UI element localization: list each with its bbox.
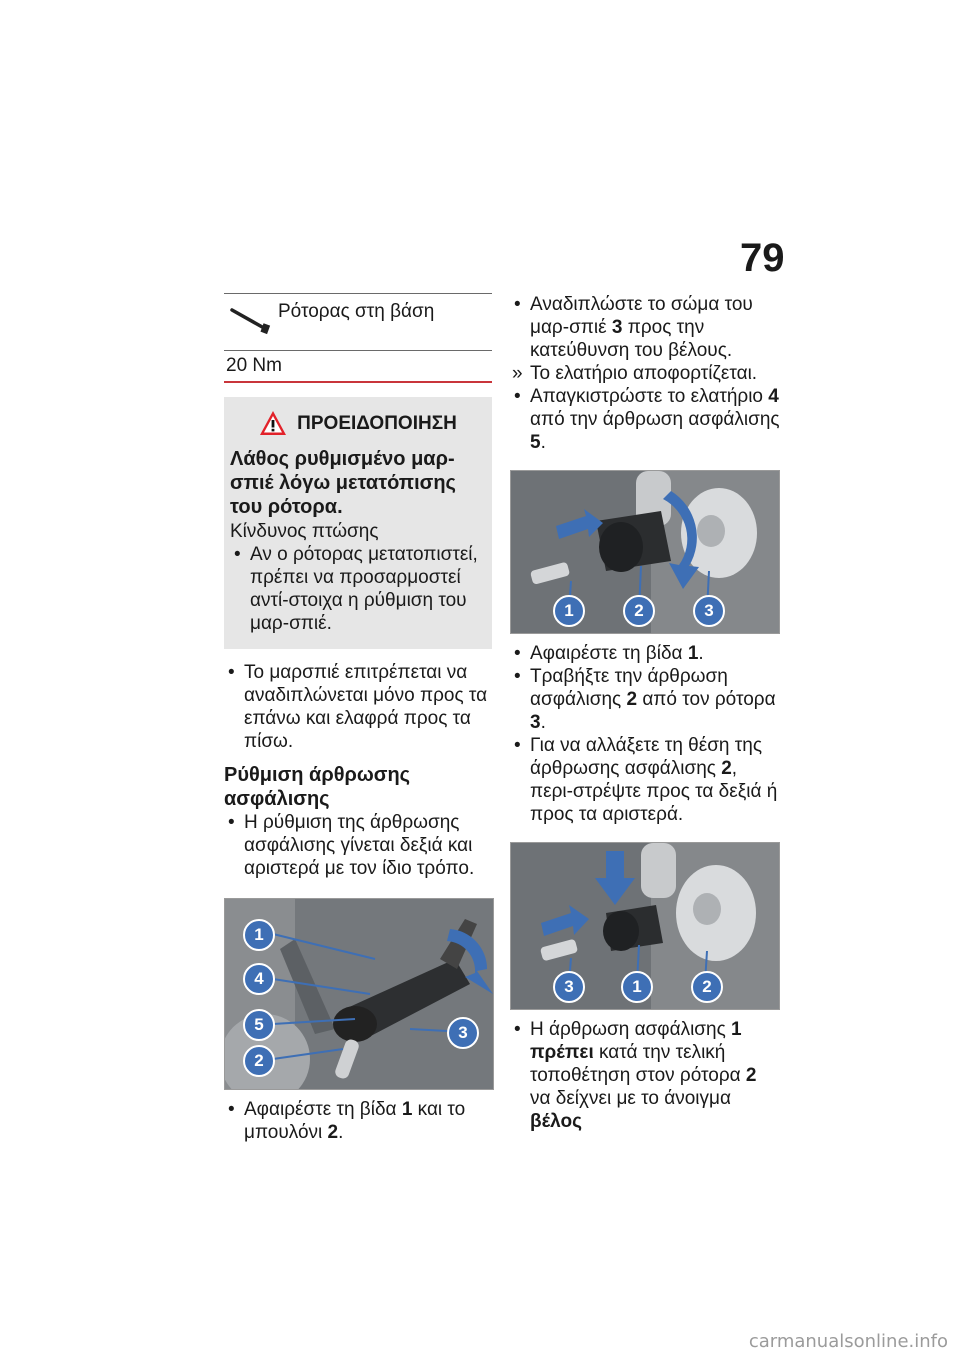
callout-2: 2: [623, 595, 655, 627]
footer-watermark: carmanualsonline.info: [748, 1331, 948, 1352]
text: Για να αλλάξετε τη θέση της άρθρωσης ασφάλισης: [530, 735, 762, 779]
ref-number: 3: [530, 712, 541, 733]
callout-1: 1: [243, 919, 275, 951]
callout-2: 2: [243, 1045, 275, 1077]
text: .: [698, 643, 704, 664]
warning-list: [230, 543, 486, 635]
list-item: [510, 734, 782, 826]
text: Τραβήξτε την άρθρωση ασφάλισης: [530, 666, 728, 710]
page-number: 79: [740, 236, 785, 280]
ref-number: 4: [768, 386, 779, 407]
text: κατά την τελική τοποθέτηση στον ρότορα: [530, 1042, 746, 1086]
torque-spec-header: [224, 294, 492, 351]
instruction-list-2: [224, 811, 494, 880]
text: να δείχνει με το άνοιγμα: [530, 1088, 731, 1109]
list-item: [510, 665, 782, 734]
ref-number: 1: [401, 1099, 413, 1120]
emphasis: πρέπει: [530, 1042, 594, 1063]
warning-bullet: • Αν ο ρότορας μετατοπιστεί, πρέπει να προσαρμοστεί αντί-στοιχα η ρύθμιση του μαρ-σπιέ.: [230, 543, 486, 635]
text: Η άρθρωση ασφάλισης: [530, 1019, 732, 1040]
callout-3: 3: [553, 971, 585, 1003]
left-column: [224, 293, 494, 1144]
callout-1: 1: [621, 971, 653, 1003]
instruction-list-3: [224, 1098, 494, 1144]
torque-label: Ρότορας στη βάση: [278, 301, 435, 322]
warning-heading: Λάθος ρυθμισμένο μαρ-σπιέ λόγω μετατόπισης του ρότορα.: [230, 448, 456, 518]
list-item: • Το μαρσπιέ επιτρέπεται να αναδιπλώνεται μόνο προς τα επάνω και ελαφρά προς τα πίσω.: [224, 661, 494, 753]
ref-number: 5: [530, 432, 541, 453]
callout-4: 4: [243, 963, 275, 995]
text: προς την κατεύθυνση του βέλους.: [530, 317, 733, 361]
ref-number: 2: [626, 689, 638, 710]
callout-1: 1: [553, 595, 585, 627]
instruction-list-1: [224, 661, 494, 753]
figure-locking-joint-removal: [510, 470, 780, 634]
emphasis: βέλος: [530, 1111, 582, 1132]
list-item: [510, 642, 782, 665]
ref-number: 2: [745, 1065, 757, 1086]
warning-triangle-icon: [259, 410, 287, 436]
list-item: [224, 1098, 494, 1144]
list-item: [510, 1018, 782, 1133]
text: .: [540, 432, 546, 453]
text: από τον ρότορα: [637, 689, 776, 710]
list-item: • Η ρύθμιση της άρθρωσης ασφάλισης γίνεται δεξιά και αριστερά με τον ίδιο τρόπο.: [224, 811, 494, 880]
section-heading: Ρύθμιση άρθρωσης ασφάλισης: [224, 764, 411, 810]
torque-spec-box: [224, 293, 492, 383]
warning-hazard: Κίνδυνος πτώσης: [230, 521, 379, 542]
instruction-list-5: [510, 642, 782, 826]
callout-3: 3: [693, 595, 725, 627]
ref-number: 1: [731, 1019, 742, 1040]
callout-2: 2: [691, 971, 723, 1003]
list-item: [510, 385, 782, 454]
text: , περι-στρέψτε προς τα δεξιά ή προς τα αριστερά.: [530, 758, 778, 825]
figure-locking-joint-installation: [510, 842, 780, 1010]
ref-number: 2: [327, 1122, 339, 1143]
text: Αφαιρέστε τη βίδα: [244, 1099, 402, 1120]
torque-wrench-icon: [230, 306, 272, 336]
instruction-list-6: [510, 1018, 782, 1133]
figure-footrest-assembly: [224, 898, 494, 1090]
callout-3: 3: [447, 1017, 479, 1049]
callout-5: 5: [243, 1009, 275, 1041]
text: από την άρθρωση ασφάλισης: [530, 409, 780, 430]
red-divider: [224, 381, 492, 383]
warning-title: ΠΡΟΕΙΔΟΠΟΙΗΣΗ: [297, 412, 457, 434]
warning-box: [224, 397, 492, 649]
text: και το μπουλόνι: [244, 1099, 466, 1143]
right-column: [510, 293, 782, 1133]
instruction-list-4: [510, 293, 782, 454]
warning-title-row: [230, 407, 486, 439]
ref-number: 3: [611, 317, 623, 338]
ref-number: 1: [687, 643, 699, 664]
text: Αναδιπλώστε το σώμα του μαρ-σπιέ: [530, 294, 753, 338]
result-item: » Το ελατήριο αποφορτίζεται.: [510, 362, 782, 385]
text: Αφαιρέστε τη βίδα: [530, 643, 688, 664]
list-item: [510, 293, 782, 362]
text: .: [338, 1122, 344, 1143]
text: Απαγκιστρώστε το ελατήριο: [530, 386, 769, 407]
text: .: [540, 712, 546, 733]
ref-number: 2: [721, 758, 732, 779]
torque-value: 20 Nm: [226, 355, 282, 376]
